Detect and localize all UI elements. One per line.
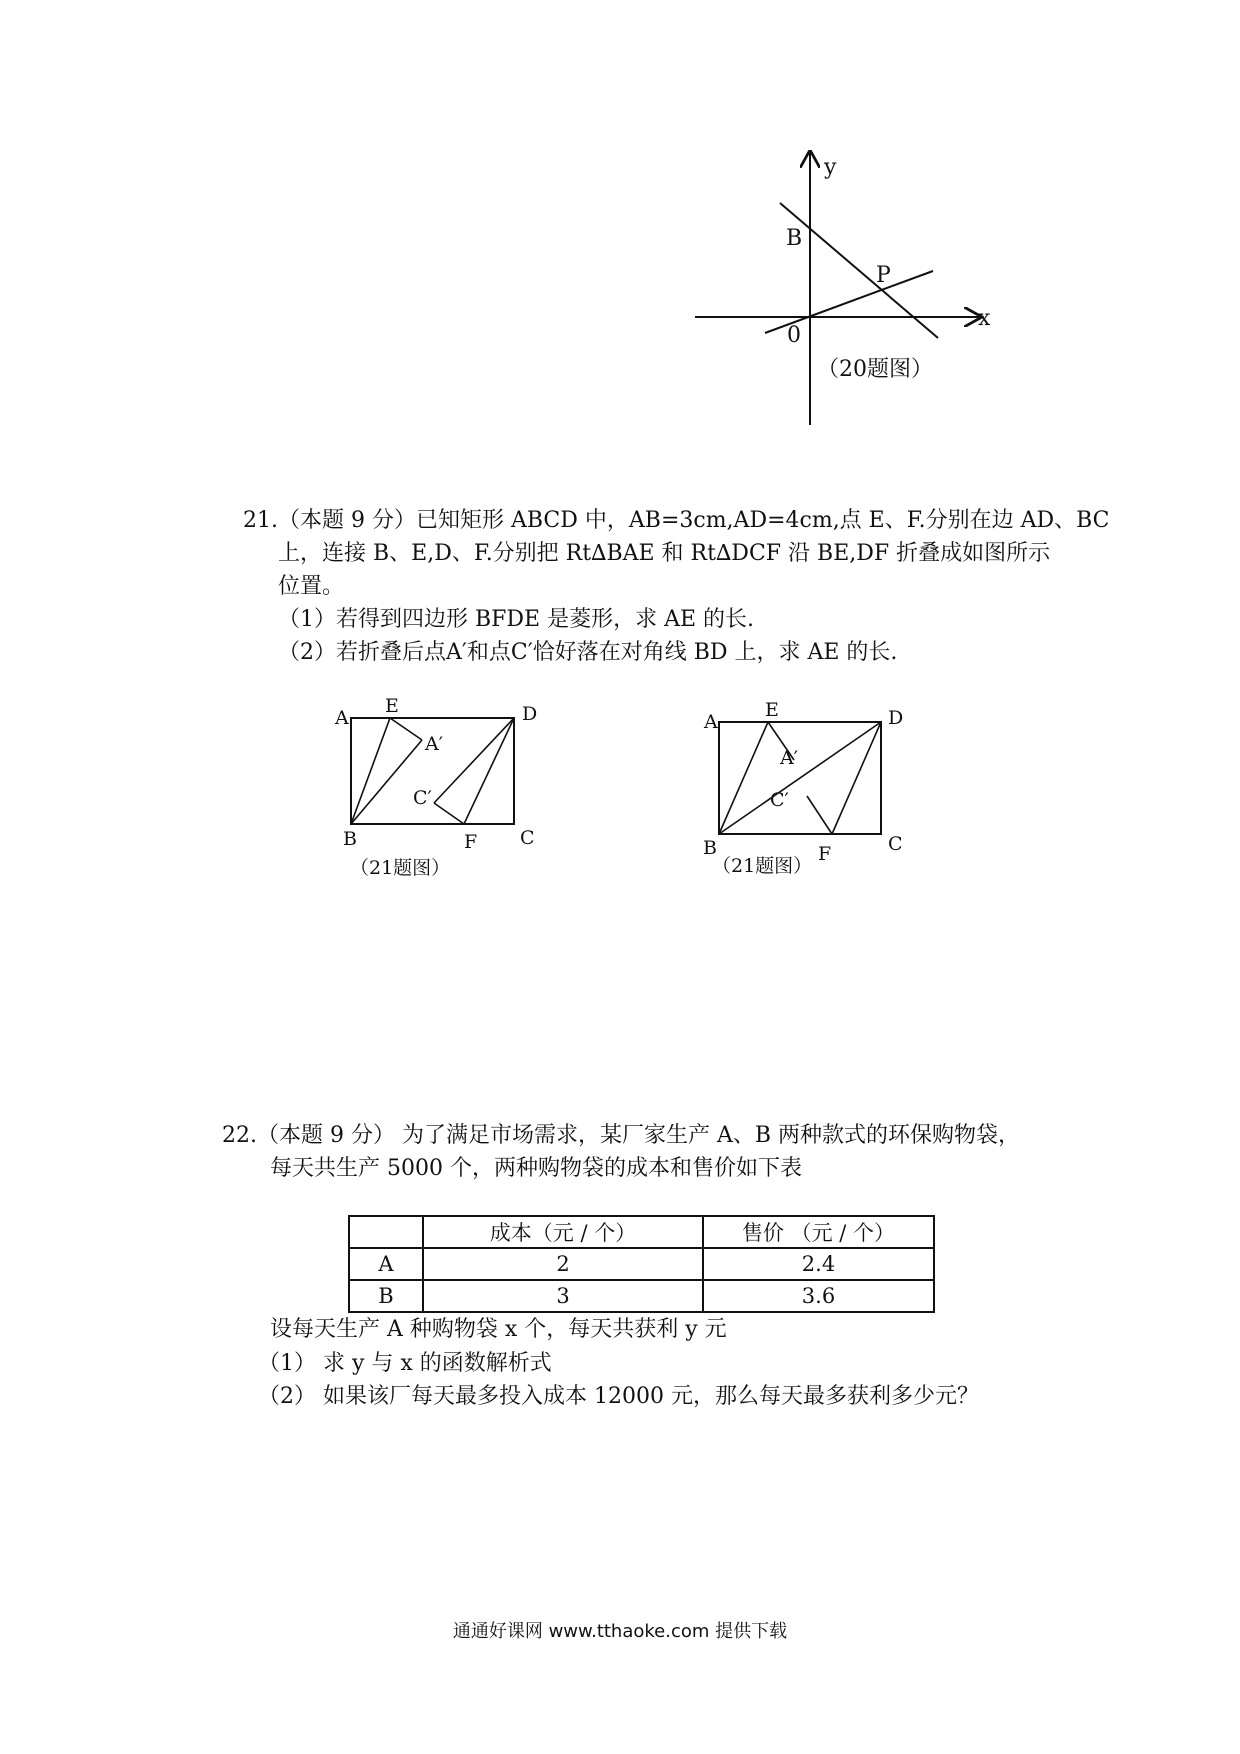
label-A: A (704, 711, 718, 733)
x-axis-label: x (978, 306, 991, 331)
figure-21-left (330, 690, 560, 890)
label-D: D (522, 703, 538, 725)
table-cell: 3.6 (703, 1280, 934, 1312)
label-D: D (888, 707, 904, 729)
label-B: B (703, 837, 717, 859)
label-B: B (343, 828, 357, 850)
table-row (349, 1280, 934, 1312)
table-cell: 3 (423, 1280, 703, 1312)
label-E: E (385, 695, 399, 717)
page-footer: 通通好课网 www.tthaoke.com 提供下载 (452, 1621, 788, 1642)
segment-DF (464, 718, 514, 824)
figure-21-left-caption: （21题图） (350, 857, 451, 879)
table-header-cell: 售价 （元 / 个） (703, 1216, 934, 1248)
q21-line1: 21.（本题 9 分）已知矩形 ABCD 中，AB=3cm,AD=4cm,点 E、F.分别在边 AD、BC (243, 508, 1110, 533)
q22-line2: 每天共生产 5000 个，两种购物袋的成本和售价如下表 (270, 1156, 802, 1181)
segment-BA-prime (351, 740, 422, 824)
segment-EA-prime (390, 718, 422, 740)
q22-line3: 设每天生产 A 种购物袋 x 个，每天共获利 y 元 (270, 1317, 727, 1342)
segment-DC-prime (434, 718, 514, 803)
q22-line1: 22.（本题 9 分） 为了满足市场需求，某厂家生产 A、B 两种款式的环保购物袋， (222, 1123, 1021, 1148)
label-C: C (520, 827, 535, 849)
point-B-label: B (786, 226, 803, 251)
table-cell: B (349, 1280, 423, 1312)
q21-line2: 上，连接 B、E,D、F.分别把 Rt∆BAE 和 Rt∆DCF 沿 BE,DF 折叠成如图所示 (278, 541, 1051, 566)
label-C-prime: C′ (413, 787, 432, 809)
table-header-cell (349, 1216, 423, 1248)
q22-sub2: （2） 如果该厂每天最多投入成本 12000 元，那么每天最多获利多少元？ (258, 1384, 979, 1409)
q22-sub1: （1） 求 y 与 x 的函数解析式 (258, 1351, 552, 1376)
label-F: F (464, 831, 478, 853)
label-E: E (765, 700, 779, 721)
label-A: A (335, 707, 349, 729)
label-A-prime: A′ (780, 747, 799, 769)
point-P-label: P (876, 263, 891, 288)
label-F: F (818, 843, 832, 865)
q21-sub1: （1）若得到四边形 BFDE 是菱形，求 AE 的长. (278, 607, 755, 632)
segment-FC-prime (434, 803, 464, 824)
label-C: C (888, 833, 903, 855)
figure-20-caption: （20题图） (817, 357, 933, 382)
table-header-row (349, 1216, 934, 1248)
figure-21-right-caption: （21题图） (712, 855, 813, 877)
figure-20 (680, 150, 1010, 440)
table-cell: 2 (423, 1248, 703, 1280)
price-table (348, 1215, 935, 1313)
origin-label: 0 (787, 323, 801, 348)
table-cell: A (349, 1248, 423, 1280)
y-axis-label: y (824, 155, 837, 180)
q21-sub2: （2）若折叠后点A′和点C′恰好落在对角线 BD 上，求 AE 的长. (278, 640, 898, 665)
label-C-prime: C′ (770, 789, 789, 811)
table-header-cell: 成本（元 / 个） (423, 1216, 703, 1248)
q21-line3: 位置。 (278, 574, 345, 599)
table-row (349, 1248, 934, 1280)
table-cell: 2.4 (703, 1248, 934, 1280)
segment-FC-prime (807, 796, 832, 834)
figure-21-right (700, 700, 930, 890)
segment-BE (351, 718, 390, 824)
label-A-prime: A′ (425, 733, 444, 755)
